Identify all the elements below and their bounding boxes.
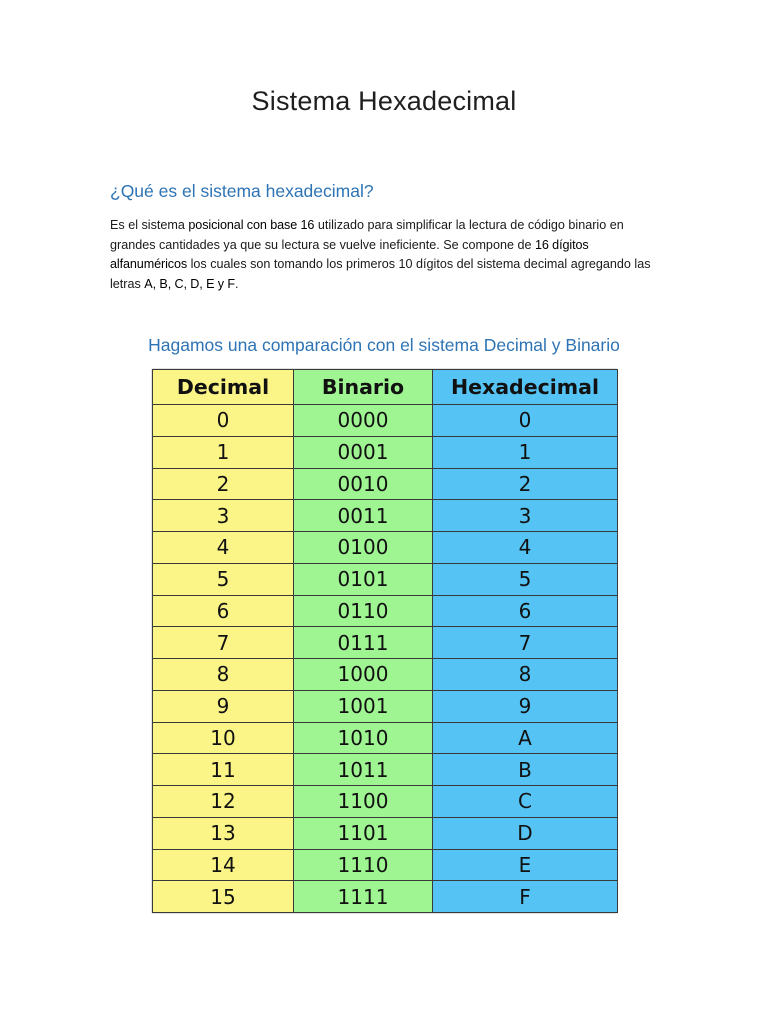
cell-binary: 0000 [294,405,433,437]
cell-binary: 0111 [294,627,433,659]
cell-binary: 0001 [294,436,433,468]
table-row [153,849,618,881]
paragraph-text-4: . [234,276,239,291]
cell-binary: 1010 [294,722,433,754]
comparison-heading: Hagamos una comparación con el sistema Decimal y Binario [148,335,620,355]
cell-hexadecimal: 3 [433,500,618,532]
cell-binary: 0101 [294,563,433,595]
cell-binary: 1110 [294,849,433,881]
cell-binary: 1101 [294,817,433,849]
header-hexadecimal: Hexadecimal [433,370,618,405]
table-row [153,786,618,818]
cell-decimal: 7 [153,627,294,659]
cell-hexadecimal: 0 [433,405,618,437]
cell-decimal: 4 [153,532,294,564]
table-row [153,881,618,913]
cell-hexadecimal: D [433,817,618,849]
paragraph-emphasis-letters: A, B, C, D, E y F [144,276,235,291]
cell-decimal: 5 [153,563,294,595]
cell-binary: 0011 [294,500,433,532]
cell-hexadecimal: 8 [433,659,618,691]
cell-hexadecimal: 5 [433,563,618,595]
table-row [153,436,618,468]
cell-binary: 0010 [294,468,433,500]
paragraph-text-3: los cuales son tomando los primeros 10 dígitos del sistema decimal agregando las letras [110,257,651,291]
table-header-row [153,370,618,405]
table-row [153,754,618,786]
paragraph-emphasis-base16: posicional con base 16 [188,218,315,232]
cell-binary: 1001 [294,690,433,722]
conversion-table-image [152,369,617,913]
cell-binary: 1011 [294,754,433,786]
cell-decimal: 2 [153,468,294,500]
cell-binary: 0100 [294,532,433,564]
cell-hexadecimal: 4 [433,532,618,564]
cell-decimal: 15 [153,881,294,913]
cell-hexadecimal: E [433,849,618,881]
paragraph-text-1: Es el sistema [110,218,189,232]
table-row [153,500,618,532]
cell-decimal: 12 [153,786,294,818]
cell-hexadecimal: 2 [433,468,618,500]
cell-hexadecimal: 9 [433,690,618,722]
cell-decimal: 6 [153,595,294,627]
conversion-table [152,369,618,913]
cell-hexadecimal: 1 [433,436,618,468]
table-row [153,595,618,627]
paragraph-text-2: utilizado para simplificar la lectura de código binario en grandes cantidades ya que su lectura se vuelve ineficiente. Se compone de [110,218,624,252]
paragraph-emphasis-digits: 16 dígitos alfanuméricos [110,237,589,272]
cell-decimal: 8 [153,659,294,691]
cell-decimal: 0 [153,405,294,437]
cell-binary: 1100 [294,786,433,818]
cell-binary: 1000 [294,659,433,691]
table-row [153,659,618,691]
cell-hexadecimal: 6 [433,595,618,627]
cell-decimal: 9 [153,690,294,722]
header-binary: Binario [294,370,433,405]
table-row [153,563,618,595]
cell-decimal: 11 [153,754,294,786]
cell-hexadecimal: B [433,754,618,786]
table-row [153,532,618,564]
document-title: Sistema Hexadecimal [251,86,517,116]
cell-hexadecimal: 7 [433,627,618,659]
cell-decimal: 3 [153,500,294,532]
cell-hexadecimal: A [433,722,618,754]
cell-binary: 1111 [294,881,433,913]
section-heading: ¿Qué es el sistema hexadecimal? [110,181,374,201]
table-body [153,405,618,913]
cell-decimal: 1 [153,436,294,468]
cell-binary: 0110 [294,595,433,627]
cell-hexadecimal: C [433,786,618,818]
header-decimal: Decimal [153,370,294,405]
cell-decimal: 13 [153,817,294,849]
cell-decimal: 10 [153,722,294,754]
table-row [153,468,618,500]
table-row [153,817,618,849]
cell-hexadecimal: F [433,881,618,913]
cell-decimal: 14 [153,849,294,881]
table-row [153,627,618,659]
table-row [153,690,618,722]
table-row [153,405,618,437]
intro-paragraph [110,216,666,294]
table-row [153,722,618,754]
